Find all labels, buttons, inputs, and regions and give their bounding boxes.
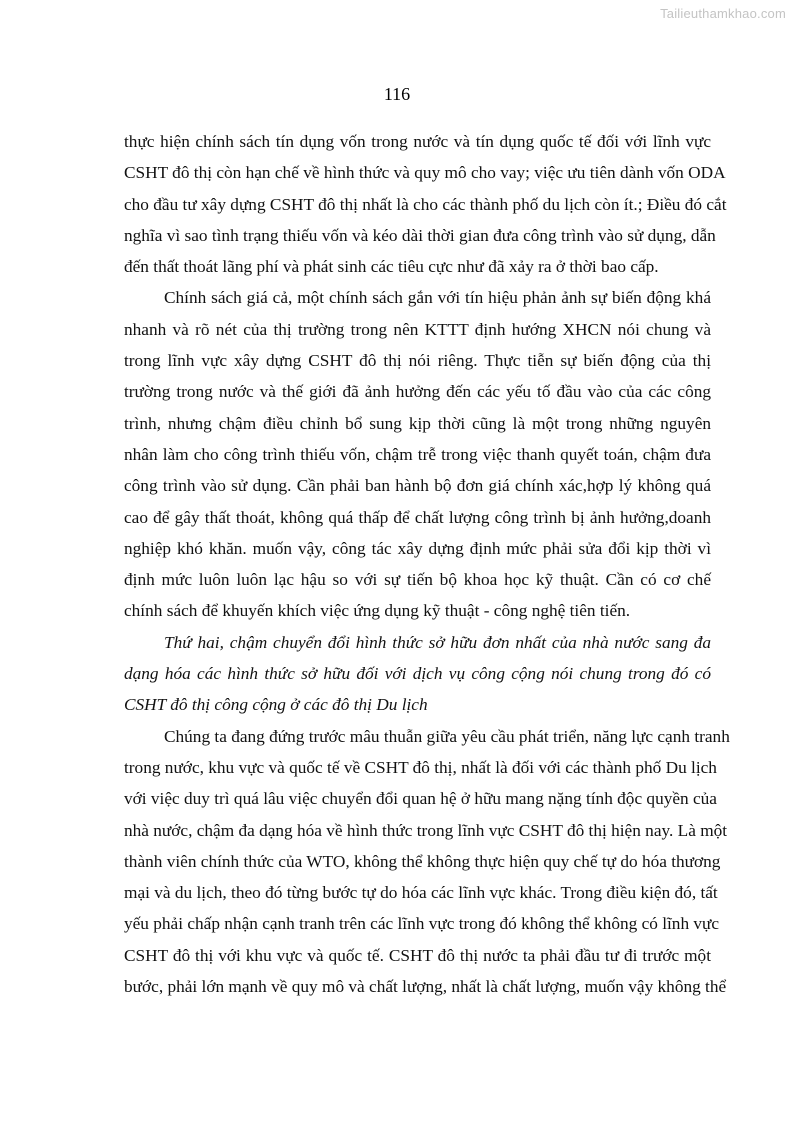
text-line: nhân làm cho công trình thiếu vốn, chậm trễ trong việc thanh quyết toán, chậm đưa [124,444,711,464]
text-line: dạng hóa các hình thức sở hữu đối với dịch vụ công cộng nói chung trong đó có [124,664,711,684]
text-line: yếu phải chấp nhận cạnh tranh trên các lĩnh vực trong đó không thể không có lĩnh vực [124,914,720,934]
text-line: trong nước, khu vực và quốc tế về CSHT đô thị, nhất là đối với các thành phố Du lịch [124,757,717,777]
text-line: Thứ hai, chậm chuyển đổi hình thức sở hữu đơn nhất của nhà nước sang đa [164,632,711,652]
text-line: chính sách để khuyến khích việc ứng dụng kỹ thuật - công nghệ tiên tiến. [124,601,631,621]
text-line: nghiệp khó khăn. muốn vậy, công tác xây dựng định mức phải sửa đổi kịp thời vì [124,538,711,558]
text-line: CSHT đô thị công cộng ở các đô thị Du lịch [124,695,428,715]
paragraph [124,282,711,626]
text-line: nhanh và rõ nét của thị trường trong nên KTTT định hướng XHCN nói chung và [124,319,711,339]
text-line: đến thất thoát lãng phí và phát sinh các tiêu cực như đã xảy ra ở thời bao cấp. [124,257,659,277]
text-line: bước, phải lớn mạnh về quy mô và chất lượng, nhất là chất lượng, muốn vậy không thể [124,977,727,997]
paragraph [124,721,730,1003]
text-line: mại và du lịch, theo đó từng bước tự do hóa các lĩnh vực khác. Trong điều kiện đó, tất [124,883,718,903]
text-line: trường trong nước và thế giới đã ảnh hưởng đến các yếu tố đầu vào của các công [124,382,711,402]
text-line: trong lĩnh vực xây dựng CSHT đô thị nói riêng. Thực tiễn sự biến động của thị [124,351,711,371]
text-line: định mức luôn luôn lạc hậu so với sự tiến bộ khoa học kỹ thuật. Cần có cơ chế [124,570,711,590]
document-body [124,126,730,1002]
italic-subheading [124,627,711,721]
text-line: nghĩa vì sao tình trạng thiếu vốn và kéo dài thời gian đưa công trình vào sử dụng, dẫn [124,225,716,245]
page-number: 116 [383,84,411,104]
text-line: trình, nhưng chậm điều chỉnh bổ sung kịp thời cũng là một trong những nguyên [124,413,711,433]
text-line: nhà nước, chậm đa dạng hóa về hình thức trong lĩnh vực CSHT đô thị hiện nay. Là một [124,820,728,840]
text-line: cho đầu tư xây dựng CSHT đô thị nhất là cho các thành phố du lịch còn ít.; Điều đó cắt [124,194,727,214]
text-line: công trình vào sử dụng. Cần phải ban hành bộ đơn giá chính xác,hợp lý không quá [124,476,711,496]
paragraph [124,126,727,282]
text-line: Chúng ta đang đứng trước mâu thuẫn giữa yêu cầu phát triển, năng lực cạnh tranh [164,726,730,746]
text-line: thực hiện chính sách tín dụng vốn trong nước và tín dụng quốc tế đối với lĩnh vực [124,132,711,151]
watermark: Tailieuthamkhao.com [660,6,786,21]
text-line: thành viên chính thức của WTO, không thể không thực hiện quy chế tự do hóa thương [124,851,721,871]
text-line: CSHT đô thị còn hạn chế về hình thức và quy mô cho vay; việc ưu tiên dành vốn ODA [124,163,726,183]
text-line: với việc duy trì quá lâu việc chuyển đổi quan hệ ở hữu mang nặng tính độc quyền của [124,789,717,809]
text-line: CSHT đô thị với khu vực và quốc tế. CSHT đô thị nước ta phải đầu tư đi trước một [124,945,711,965]
text-line: Chính sách giá cả, một chính sách gắn với tín hiệu phản ảnh sự biến động khá [164,288,711,308]
text-line: cao để gây thất thoát, không quá thấp để chất lượng công trình bị ảnh hưởng,doanh [124,507,711,527]
